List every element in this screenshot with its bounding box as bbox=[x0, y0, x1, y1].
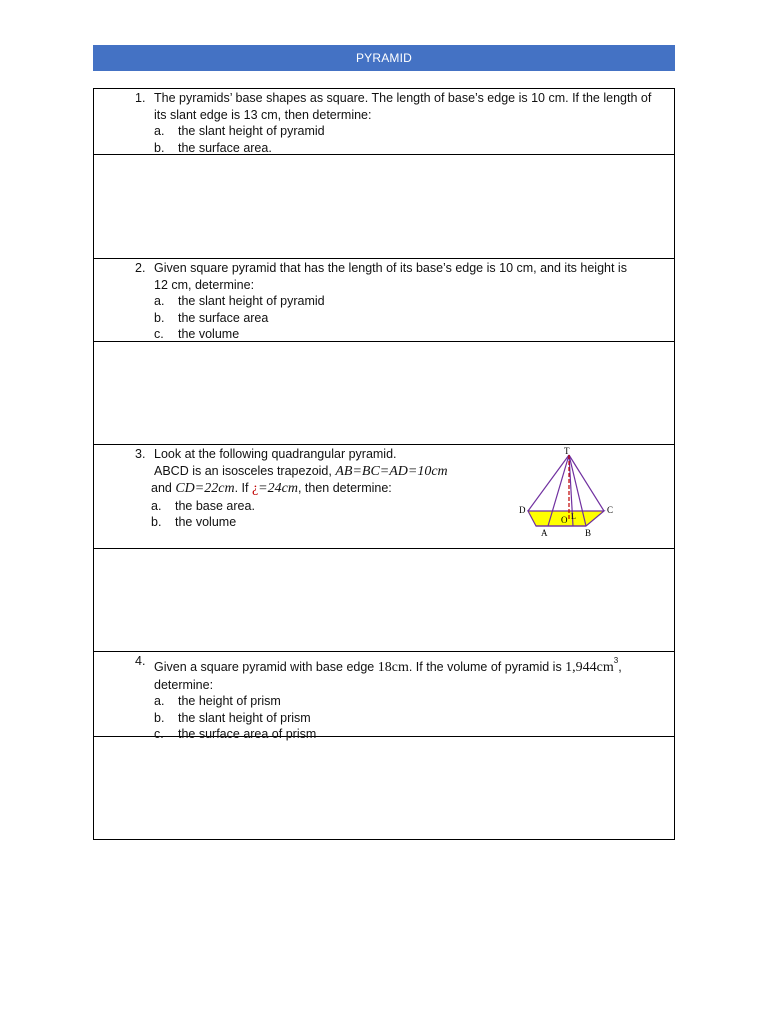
text-part: . If bbox=[234, 481, 252, 495]
question-text-line: 12 cm, determine: bbox=[154, 277, 255, 292]
sub-item-text: the surface area bbox=[178, 310, 269, 325]
answer-area-1[interactable] bbox=[94, 155, 674, 259]
text-part: , bbox=[618, 660, 622, 674]
sub-item-label: a. bbox=[154, 124, 165, 138]
question-number: 4. bbox=[135, 654, 146, 668]
page-title: PYRAMID bbox=[93, 45, 675, 71]
math-expression: CD=22cm bbox=[175, 481, 235, 496]
sub-item-text: the surface area. bbox=[178, 140, 272, 155]
worksheet-table bbox=[93, 88, 675, 840]
sub-item-text: the base area. bbox=[175, 498, 255, 513]
pyramid-figure bbox=[514, 447, 624, 547]
math-expression: 1,944cm bbox=[565, 660, 614, 675]
sub-item-text: the height of prism bbox=[178, 694, 281, 708]
question-3-cell bbox=[94, 445, 674, 549]
lateral-edge-tc bbox=[569, 455, 604, 511]
math-expression: =24cm bbox=[258, 481, 298, 496]
question-text-line: its slant edge is 13 cm, then determine: bbox=[154, 107, 372, 122]
text-part: . If the volume of pyramid is bbox=[408, 660, 566, 674]
question-1-cell bbox=[94, 89, 674, 155]
text-part: and bbox=[151, 481, 176, 495]
sub-item bbox=[154, 693, 674, 710]
sub-item-label: c. bbox=[154, 327, 164, 341]
sub-item-label: b. bbox=[154, 310, 165, 325]
question-text-line bbox=[154, 653, 674, 677]
label-a: A bbox=[541, 528, 548, 538]
label-o: O bbox=[561, 515, 568, 525]
label-t: T bbox=[564, 447, 570, 456]
text-part: Given a square pyramid with base edge bbox=[154, 660, 378, 674]
superscript: 3 bbox=[613, 656, 619, 665]
sub-item-text: the volume bbox=[178, 327, 240, 341]
question-number: 3. bbox=[135, 447, 146, 461]
question-text-line: Look at the following quadrangular pyramid. bbox=[154, 447, 397, 461]
question-text-line: determine: bbox=[154, 677, 214, 692]
sub-item bbox=[154, 123, 674, 140]
label-l: L bbox=[571, 512, 576, 521]
text-part: , then determine: bbox=[297, 481, 392, 495]
sub-item bbox=[154, 310, 674, 327]
sub-item-text: the volume bbox=[175, 515, 237, 529]
answer-area-4[interactable] bbox=[94, 737, 674, 840]
question-number: 1. bbox=[135, 91, 146, 105]
lateral-edge-td bbox=[528, 455, 569, 511]
question-number: 2. bbox=[135, 261, 146, 275]
sub-item-label: b. bbox=[154, 140, 165, 155]
sub-item-text: the slant height of pyramid bbox=[178, 124, 325, 138]
question-text-line: The pyramids’ base shapes as square. The length of base’s edge is 10 cm. If the length of bbox=[154, 91, 652, 105]
math-expression: AB=BC=AD=10cm bbox=[335, 463, 448, 479]
sub-item-text: the slant height of prism bbox=[178, 710, 311, 725]
answer-area-3[interactable] bbox=[94, 549, 674, 652]
label-d: D bbox=[519, 505, 526, 515]
sub-item bbox=[154, 326, 674, 343]
question-text-line: Given square pyramid that has the length of its base’s edge is 10 cm, and its height is bbox=[154, 261, 627, 275]
label-b: B bbox=[585, 528, 592, 538]
sub-item-text: the surface area of prism bbox=[178, 727, 317, 741]
answer-area-2[interactable] bbox=[94, 342, 674, 445]
sub-item bbox=[154, 140, 674, 157]
text-part: ABCD is an isosceles trapezoid, bbox=[154, 463, 336, 478]
question-2-cell bbox=[94, 259, 674, 342]
math-missing-symbol: ¿ bbox=[251, 481, 259, 496]
math-expression: 18cm bbox=[377, 660, 409, 675]
sub-item-label: b. bbox=[151, 515, 162, 529]
sub-item-label: a. bbox=[151, 498, 162, 513]
sub-item-text: the slant height of pyramid bbox=[178, 294, 325, 308]
sub-item-label: a. bbox=[154, 294, 165, 308]
sub-item bbox=[154, 293, 674, 310]
sub-item-label: a. bbox=[154, 694, 165, 708]
question-4-cell bbox=[94, 652, 674, 741]
sub-item-label: c. bbox=[154, 727, 164, 741]
sub-item bbox=[154, 710, 674, 727]
label-c: C bbox=[607, 505, 614, 515]
sub-item-label: b. bbox=[154, 710, 165, 725]
